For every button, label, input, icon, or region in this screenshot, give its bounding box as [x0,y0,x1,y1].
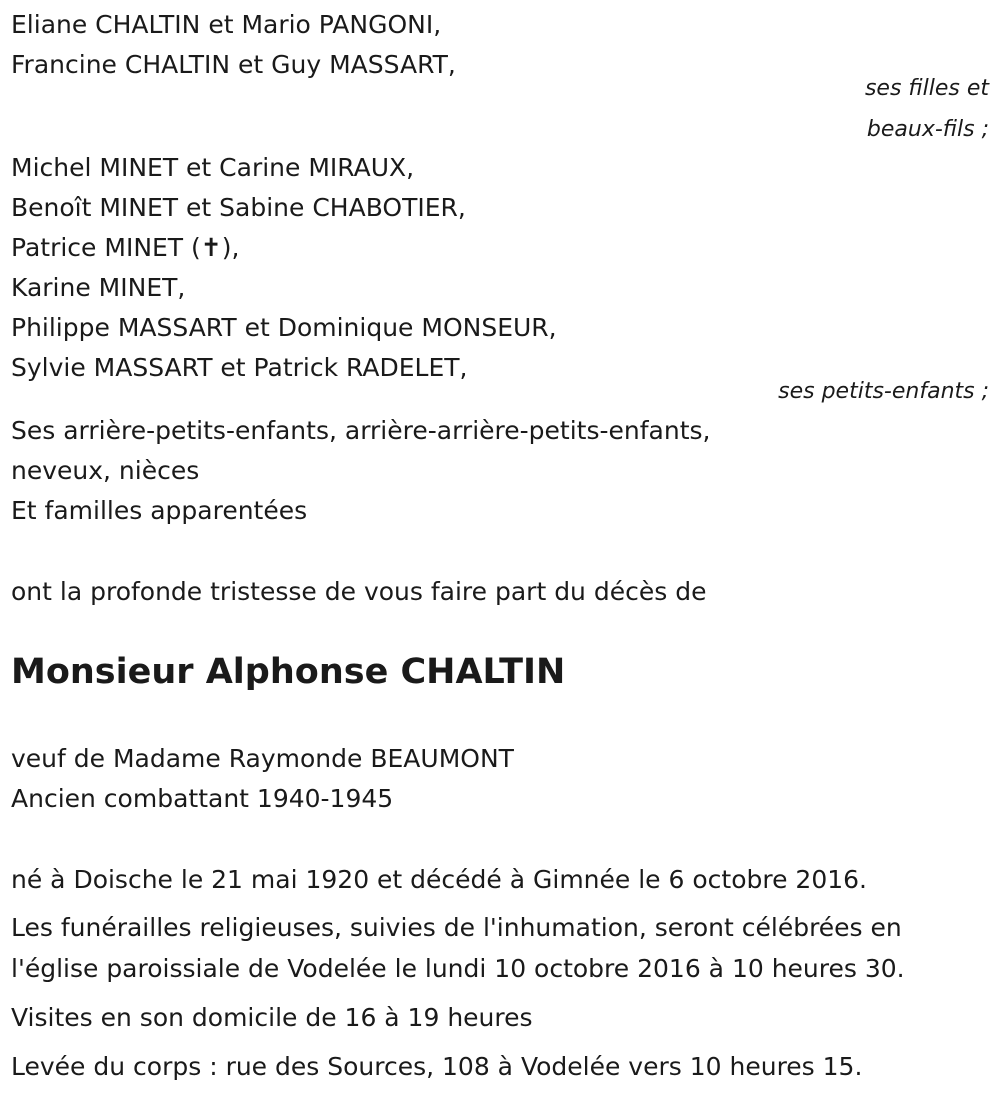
visits-text: Visites en son domicile de 16 à 19 heures [11,1003,533,1032]
levee-text: Levée du corps : rue des Sources, 108 à Vodelée vers 10 heures 15. [11,1052,863,1081]
relation-label: ses filles et [864,76,989,101]
funeral-text: l'église paroissiale de Vodelée le lundi 10 octobre 2016 à 10 heures 30. [11,954,905,983]
family-line: Benoît MINET et Sabine CHABOTIER, [11,193,466,222]
family-line: neveux, nièces [11,456,200,485]
deceased-name: Monsieur Alphonse CHALTIN [11,652,566,692]
announcement-text: ont la profonde tristesse de vous faire part du décès de [11,577,707,606]
funeral-text: Les funérailles religieuses, suivies de l'inhumation, seront célébrées en [11,913,902,942]
family-line: Eliane CHALTIN et Mario PANGONI, [11,10,442,39]
family-line: Et familles apparentées [11,496,308,525]
family-line: Michel MINET et Carine MIRAUX, [11,153,415,182]
family-line: Ses arrière-petits-enfants, arrière-arrière-petits-enfants, [11,416,711,445]
family-line: Patrice MINET (✝), [11,233,240,262]
veteran-text: Ancien combattant 1940-1945 [11,784,394,813]
widower-text: veuf de Madame Raymonde BEAUMONT [11,744,514,773]
family-line: Karine MINET, [11,273,186,302]
relation-label: ses petits-enfants ; [778,379,989,404]
relation-label: beaux-fils ; [866,117,989,142]
birth-death-text: né à Doische le 21 mai 1920 et décédé à Gimnée le 6 octobre 2016. [11,865,867,894]
family-line: Philippe MASSART et Dominique MONSEUR, [11,313,557,342]
family-line: Francine CHALTIN et Guy MASSART, [11,50,456,79]
family-line: Sylvie MASSART et Patrick RADELET, [11,353,468,382]
